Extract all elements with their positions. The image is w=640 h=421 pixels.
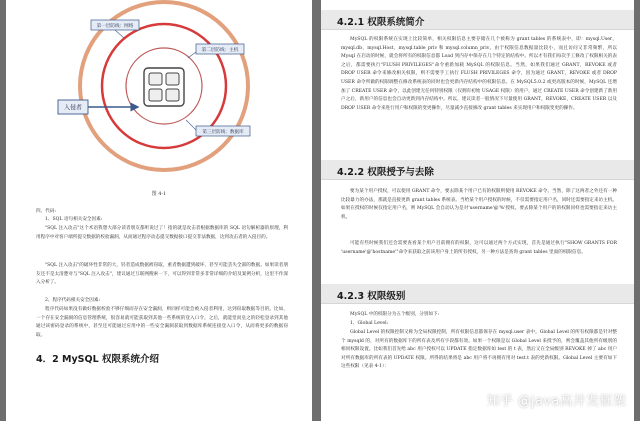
- heading-4-2-2: 4.2.2 权限授予与去除: [337, 167, 434, 178]
- security-layers-diagram: [6, 0, 312, 210]
- level3-text: 第三层防线：数据库: [202, 130, 244, 135]
- chapter-heading: 4．2 MySQL 权限系统介绍: [36, 354, 159, 365]
- intruder-box: [58, 100, 88, 114]
- section-title-code: 四、代码:: [36, 209, 56, 214]
- paragraph-levels-intro: MySQL 中的权限分为五个级别，分别如下:: [350, 312, 440, 317]
- item-code-security: 2、程序代码相关安全因素:: [45, 298, 101, 303]
- watermark-text: 知乎 @java高并发框架: [486, 394, 626, 409]
- heading-4-2-3: 4.2.3 权限级别: [337, 291, 406, 302]
- intruder-label: 入侵者: [63, 104, 83, 112]
- figure-caption: 图 4-1: [151, 191, 167, 197]
- right-page: [321, 0, 634, 421]
- paragraph-show-grants: 可能有些时候我们还会需要查看某个用户目前拥有的权限，这可以通过两个方式实现，首先是通过执行"SHOW GRANTS FOR 'username'@'hostname'"命令来获取之前该用户身上的所有授权，另一种方法是查询 grant tables 里面的权限信息。: [341, 241, 617, 255]
- level2-text: 第二层防线：主机: [201, 48, 239, 53]
- level1-text: 第一层防线：网络: [96, 24, 134, 29]
- paragraph-global-level: Global Level 的权限控制又称为全局权限控制，所有权限信息都保存在 mysql.user 表中。Global Level 的所有权限都是针对整个 mysqld 的，对所有的数据库下的所有表及所有字段都有效。如果一个权限是以 Global Level 来授予的，则会覆盖其他所有级别的相同权限设置。比如我们首先给 abc 用户授权可以 UPDATE 指定数据库如 test 的 t 表，然后又在全局级别 REVOKE 掉了 abc 用户对所有数据库的所有表的 UPDATE 权限。所得的结果将是 abc 用户将不再拥有用对 test.t 表的更新权限。Global Level 主要有如下这些权限（见表 4-1）：: [341, 330, 617, 370]
- paragraph-global-level-title: 1、Global Level:: [350, 321, 389, 326]
- paragraph-grant-revoke: 要为某个用户授权，可以使用 GRANT 命令，要去除某个用户已有的权限则使用 REVOKE 命令。当然，除了这两者之外还有一种比较暴力的办法，那就是直接更新 grant tables 系统表。当给某个用户授权的时候，不仅需要指定用户名，同时还需要指定来访主机。如果在授权的时候仅指定用户名，则 MySQL 会自动认为是对'username'@'%'授权。要去除某个用户的的权限同样也需要指定来访主机。: [341, 189, 617, 220]
- heading-4-2-1: 4.2.1 权限系统简介: [337, 17, 425, 28]
- paragraph-sql-injection-damage: "SQL 注入攻击"的破坏性非常的大，轻者造成数据被窃取，重者数据遭到破坏，甚至可能丢失全部的数据。如果读者朋友还不是太清楚对与"SQL 注入攻击"，建议通过互联网搜索一下，可以得到非常多非常详细的介绍及案例分析，这里不作深入分析了。: [36, 263, 288, 286]
- label-level2: [188, 44, 244, 58]
- database-icon: [144, 68, 184, 106]
- item-sql-security: 1、SQL 语句相关安全因素:: [45, 217, 103, 222]
- left-page: [6, 0, 312, 421]
- paragraph-permission-intro: MySQL 的权限系统在实现上比较简单，相关权限信息主要存储在几个被称为 grant tables 的系统表中，即：mysql.User，mysql.db，mysql.Host，mysql.table_priv 和 mysql.column_priv。由于权限信息数据量比较小，而且访问又非常频繁，所以 Mysql 在启动的时候，就会将所有的权限信息都 Load 到内存中保存在几个特定的结构中。所以才有我们每次手工修改了权限相关的表之后，都需要执行"FLUSH PRIVILEGES"命令重新加载 MySQL 的权限信息。当然，如果我们通过 GRANT，REVOKE 或者 DROP USER 命令来修改相关权限，则不需要手工执行 FLUSH PRIVILEGES 命令，因为通过 GRANT，REVOKE 或者 DROP USER 命令所做的权限调整在修改系统表的同时也会更新内存结构中的权限信息。在 MySQL5.0.2 或更高版本的时候，MySQL 还增加了 CREATE USER 命令，以此创建无任何特别权限（仅拥有初始 USAGE 权限）的用户，通过 CREATE USER 命令创建新了新用户之后，新用户的信息也会自动更新到内存结构中。所以，建议读者一般情况下尽量使用 GRANT，REVOKE，CREATE USER 以及 DROP USER 命令来进行用户和权限的变更操作，尽量减少直接修改 grant tables 来实现用户和权限变更的操作。: [341, 37, 617, 111]
- paragraph-sql-injection: "SQL 注入攻击"这个术语我想大部分读者朋友都听说过了！指的就是攻击者根据数据库的 SQL 语句解析器的原理，利用程序中对客户端所提交数据的校验漏洞，从而通过程序动态提交数据接口提交非法数据，达到攻击者的入侵目的。: [36, 226, 288, 240]
- paragraph-code-security: 程序代码如果没有做好数据校验不够仔细而存在安全漏洞，则同样可能会被入侵者利用，达到窃取数据等目的。比如，一个存在安全漏洞的信息管理系统，很容易就可能获取到其他一些系统的登入口令。之后，就能堂而皇之的轻松登录到其他通过该密码登录的系统中，甚至还可能通过应用中的一些安全漏洞获取到数据库系统连接登入口令，从而将更多的数据窃取。: [36, 307, 288, 338]
